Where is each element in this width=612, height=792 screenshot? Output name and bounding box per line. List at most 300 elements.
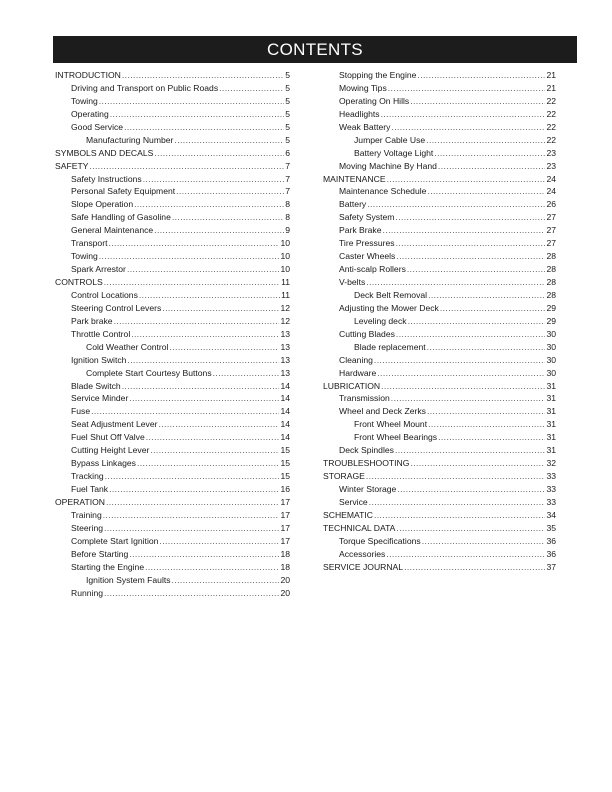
dot-leader (434, 148, 545, 158)
dot-leader (176, 186, 284, 196)
toc-entry-label: Steering Control Levers (71, 302, 162, 313)
dot-leader (104, 277, 280, 287)
toc-entry-page: 13 (280, 341, 290, 352)
toc-entry-label: Safety System (339, 212, 395, 223)
toc-entry-page: 21 (546, 82, 556, 93)
toc-entry-label: Operating (71, 108, 109, 119)
dot-leader (137, 458, 279, 468)
toc-entry-page: 14 (280, 419, 290, 430)
dot-leader (427, 342, 546, 352)
toc-entry[interactable] (323, 510, 556, 523)
toc-entry[interactable] (323, 497, 556, 510)
toc-entry-page: 18 (280, 561, 290, 572)
dot-leader (154, 225, 284, 235)
dot-leader (89, 161, 284, 171)
toc-entry-page: 36 (546, 548, 556, 559)
toc-entry[interactable] (323, 174, 556, 187)
toc-entry[interactable] (323, 109, 556, 122)
toc-entry-page: 11 (281, 289, 290, 300)
toc-entry-label: Manufacturing Number (86, 134, 174, 145)
toc-entry[interactable] (323, 381, 556, 394)
dot-leader (381, 109, 546, 119)
dot-leader (422, 536, 546, 546)
toc-entry-label: Park Brake (339, 225, 382, 236)
dot-leader (369, 497, 546, 507)
dot-leader (438, 161, 546, 171)
dot-leader (417, 70, 545, 80)
toc-entry-page: 31 (546, 445, 556, 456)
toc-entry-page: 31 (546, 419, 556, 430)
toc-entry[interactable] (55, 484, 290, 497)
toc-entry-label: Safety Instructions (71, 173, 142, 184)
toc-entry-label: V-belts (339, 277, 366, 287)
toc-entry-page: 20 (280, 587, 290, 598)
toc-entry[interactable] (55, 381, 290, 394)
toc-entry-page: 17 (280, 535, 290, 546)
toc-entry-label: Torque Specifications (339, 535, 421, 546)
dot-leader (407, 264, 546, 274)
dot-leader (396, 523, 545, 533)
contents-header (53, 36, 577, 63)
toc-entry-label: Hardware (339, 367, 377, 378)
toc-entry[interactable] (55, 277, 290, 290)
toc-entry-page: 14 (280, 393, 290, 404)
dot-leader (105, 471, 280, 481)
dot-leader (122, 381, 280, 391)
toc-entry[interactable] (323, 161, 556, 174)
dot-leader (146, 432, 280, 442)
dot-leader (377, 368, 545, 378)
toc-entry-page: 33 (546, 471, 556, 482)
toc-entry[interactable] (323, 484, 556, 497)
toc-entry[interactable] (55, 161, 290, 174)
toc-entry-page: 14 (280, 406, 290, 417)
toc-entry[interactable] (323, 355, 556, 368)
toc-entry-label: Moving Machine By Hand (339, 160, 437, 171)
toc-entry[interactable] (323, 277, 556, 290)
toc-entry-label: Complete Start Courtesy Buttons (86, 367, 212, 378)
toc-entry-page: 9 (285, 225, 290, 236)
toc-entry[interactable] (323, 406, 556, 419)
dot-leader (127, 264, 280, 274)
toc-entry[interactable] (55, 355, 290, 368)
toc-entry[interactable] (55, 174, 290, 187)
toc-entry-label: Front Wheel Mount (354, 419, 428, 430)
toc-entry[interactable] (323, 329, 556, 342)
toc-entry[interactable] (55, 445, 290, 458)
toc-entry-label: Steering (71, 522, 104, 533)
dot-leader (145, 562, 279, 572)
toc-entry[interactable] (55, 588, 290, 601)
dot-leader (108, 238, 279, 248)
toc-entry[interactable] (323, 471, 556, 484)
dot-leader (391, 393, 546, 403)
toc-entry[interactable] (55, 316, 290, 329)
toc-entry-label: Tire Pressures (339, 238, 395, 249)
toc-entry-label: Deck Spindles (339, 445, 394, 456)
toc-entry-page: 7 (285, 173, 290, 184)
toc-entry[interactable] (55, 510, 290, 523)
toc-entry[interactable] (323, 135, 556, 148)
toc-entry-page: 20 (280, 574, 290, 585)
toc-entry-page: 16 (280, 484, 290, 494)
toc-entry[interactable] (55, 212, 290, 225)
dot-leader (124, 122, 284, 132)
toc-entry[interactable] (323, 83, 556, 96)
dot-leader (396, 238, 546, 248)
toc-entry[interactable] (323, 148, 556, 161)
toc-entry-label: Cold Weather Control (86, 341, 169, 352)
toc-entry-label: Accessories (339, 548, 386, 559)
toc-entry[interactable] (55, 148, 290, 161)
dot-leader (410, 458, 545, 468)
toc-entry-page: 28 (546, 251, 556, 262)
toc-entry-page: 15 (280, 445, 290, 456)
toc-entry-page: 30 (546, 328, 556, 339)
toc-entry[interactable] (55, 471, 290, 484)
toc-entry-page: 13 (280, 328, 290, 339)
toc-entry-label: Towing (71, 251, 98, 262)
dot-leader (159, 536, 279, 546)
toc-entry[interactable] (323, 303, 556, 316)
toc-entry-page: 32 (546, 458, 556, 469)
dot-leader (367, 199, 545, 209)
dot-leader (404, 562, 545, 572)
dot-leader (438, 432, 545, 442)
toc-entry-label: Personal Safety Equipment (71, 186, 176, 197)
toc-entry-label: Service Minder (71, 393, 129, 404)
toc-entry-label: Cutting Height Lever (71, 445, 150, 456)
toc-entry-page: 17 (280, 509, 290, 520)
dot-leader (91, 406, 279, 416)
toc-entry-label: Mowing Tips (339, 82, 387, 93)
toc-entry-page: 31 (546, 393, 556, 404)
dot-leader (174, 135, 284, 145)
toc-entry-label: Weak Battery (339, 121, 391, 132)
toc-entry-page: 5 (285, 70, 290, 80)
toc-entry[interactable] (323, 562, 556, 575)
toc-entry-label: Caster Wheels (339, 251, 396, 262)
toc-entry-page: 29 (546, 302, 556, 313)
toc-entry-label: CONTROLS (55, 277, 103, 287)
toc-entry[interactable] (55, 575, 290, 588)
toc-entry-label: Ignition Switch (71, 354, 127, 365)
toc-entry[interactable] (55, 549, 290, 562)
toc-entry-label: SAFETY (55, 160, 89, 171)
toc-entry-page: 23 (546, 147, 556, 158)
toc-entry[interactable] (55, 135, 290, 148)
toc-entry-label: Transmission (339, 393, 390, 404)
toc-entry-page: 17 (280, 496, 290, 507)
dot-leader (391, 122, 545, 132)
toc-entry-page: 22 (546, 134, 556, 145)
dot-leader (143, 174, 285, 184)
toc-entry[interactable] (55, 70, 290, 83)
dot-leader (395, 212, 545, 222)
dot-leader (381, 381, 545, 391)
toc-entry[interactable] (323, 393, 556, 406)
toc-entry[interactable] (323, 186, 556, 199)
dot-leader (129, 549, 279, 559)
toc-entry-page: 30 (546, 354, 556, 365)
toc-entry-page: 8 (285, 212, 290, 223)
toc-entry[interactable] (323, 458, 556, 471)
toc-entry[interactable] (55, 393, 290, 406)
toc-entry-page: 22 (546, 121, 556, 132)
toc-entry-label: Before Starting (71, 548, 129, 559)
toc-entry[interactable] (55, 290, 290, 303)
toc-entry-page: 30 (546, 341, 556, 352)
toc-entry[interactable] (55, 109, 290, 122)
toc-entry-page: 5 (285, 82, 290, 93)
toc-entry-label: Cutting Blades (339, 328, 395, 339)
toc-entry[interactable] (55, 419, 290, 432)
dot-leader (114, 316, 280, 326)
toc-entry-label: Jumper Cable Use (354, 134, 426, 145)
toc-entry-label: Leveling deck (354, 315, 407, 326)
dot-leader (158, 419, 279, 429)
toc-entry-page: 21 (546, 70, 556, 80)
toc-entry[interactable] (323, 549, 556, 562)
toc-entry-label: Park brake (71, 315, 113, 326)
toc-entry-label: Driving and Transport on Public Roads (71, 82, 219, 93)
toc-entry-label: Complete Start Ignition (71, 535, 159, 546)
toc-entry-label: Safe Handling of Gasoline (71, 212, 171, 223)
toc-entry-page: 33 (546, 484, 556, 494)
toc-entry-label: Cleaning (339, 354, 373, 365)
dot-leader (213, 368, 280, 378)
toc-entry-label: Deck Belt Removal (354, 289, 428, 300)
dot-leader (106, 497, 279, 507)
toc-entry-page: 7 (285, 186, 290, 197)
toc-entry-label: LUBRICATION (323, 380, 381, 391)
toc-entry-page: 14 (280, 380, 290, 391)
toc-entry[interactable] (55, 238, 290, 251)
toc-entry-page: 27 (546, 212, 556, 223)
toc-entry-label: Fuel Shut Off Valve (71, 432, 145, 443)
toc-entry-label: Good Service (71, 121, 124, 132)
toc-entry[interactable] (55, 264, 290, 277)
toc-entry-page: 37 (546, 561, 556, 572)
page-title: CONTENTS (267, 39, 363, 59)
toc-entry[interactable] (323, 445, 556, 458)
dot-leader (397, 484, 545, 494)
toc-entry[interactable] (55, 225, 290, 238)
dot-leader (428, 419, 545, 429)
toc-entry-label: Towing (71, 95, 98, 106)
toc-left-column (55, 70, 290, 600)
toc-entry[interactable] (323, 212, 556, 225)
dot-leader (104, 523, 279, 533)
dot-leader (388, 83, 546, 93)
toc-entry-label: Winter Storage (339, 484, 397, 494)
toc-entry-page: 10 (280, 238, 290, 249)
toc-entry-label: Blade Switch (71, 380, 121, 391)
toc-entry-page: 31 (546, 432, 556, 443)
toc-entry[interactable] (55, 251, 290, 264)
toc-entry-label: Stopping the Engine (339, 70, 417, 80)
dot-leader (162, 303, 279, 313)
toc-entry[interactable] (55, 536, 290, 549)
toc-entry-label: Running (71, 587, 104, 598)
toc-entry-label: Battery Voltage Light (354, 147, 434, 158)
toc-entry[interactable] (55, 497, 290, 510)
toc-entry-label: Bypass Linkages (71, 458, 136, 469)
toc-entry-label: SYMBOLS AND DECALS (55, 147, 154, 158)
toc-entry[interactable] (323, 251, 556, 264)
toc-entry[interactable] (55, 523, 290, 536)
toc-entry[interactable] (55, 122, 290, 135)
toc-entry[interactable] (323, 536, 556, 549)
toc-entry-label: TROUBLESHOOTING (323, 458, 410, 469)
toc-entry-page: 13 (280, 354, 290, 365)
toc-entry-page: 14 (280, 432, 290, 443)
toc-entry-page: 8 (285, 199, 290, 210)
dot-leader (131, 329, 279, 339)
dot-leader (426, 135, 545, 145)
toc-entry-label: Service (339, 496, 368, 507)
toc-entry[interactable] (323, 432, 556, 445)
toc-entry-page: 5 (285, 134, 290, 145)
toc-entry[interactable] (323, 96, 556, 109)
toc-entry-label: Transport (71, 238, 108, 249)
toc-entry-label: Seat Adjustment Lever (71, 419, 158, 430)
toc-entry-page: 10 (280, 251, 290, 262)
dot-leader (127, 355, 279, 365)
toc-entry-page: 31 (546, 406, 556, 417)
toc-entry-label: OPERATION (55, 496, 105, 507)
toc-entry[interactable] (323, 264, 556, 277)
toc-entry-page: 5 (285, 108, 290, 119)
toc-entry-page: 15 (280, 458, 290, 469)
dot-leader (427, 186, 545, 196)
toc-entry-page: 30 (546, 367, 556, 378)
dot-leader (374, 355, 546, 365)
toc-entry-page: 7 (285, 160, 290, 171)
dot-leader (374, 510, 545, 520)
toc-entry-page: 18 (280, 548, 290, 559)
toc-entry-page: 5 (285, 121, 290, 132)
dot-leader (169, 342, 279, 352)
dot-leader (150, 445, 279, 455)
dot-leader (408, 316, 546, 326)
toc-right-column (323, 70, 556, 575)
dot-leader (103, 510, 280, 520)
toc-entry-label: Battery (339, 199, 367, 210)
toc-entry-label: Training (71, 509, 102, 520)
toc-entry-label: Fuel Tank (71, 484, 109, 494)
toc-entry[interactable] (55, 303, 290, 316)
dot-leader (440, 303, 546, 313)
toc-entry[interactable] (323, 523, 556, 536)
toc-entry-page: 5 (285, 95, 290, 106)
dot-leader (110, 109, 284, 119)
dot-leader (154, 148, 284, 158)
toc-entry-label: Control Locations (71, 289, 138, 300)
toc-entry[interactable] (323, 419, 556, 432)
toc-entry[interactable] (323, 342, 556, 355)
dot-leader (386, 549, 545, 559)
toc-entry-page: 28 (546, 289, 556, 300)
toc-entry-label: INTRODUCTION (55, 70, 121, 80)
toc-entry-label: Wheel and Deck Zerks (339, 406, 426, 417)
toc-entry[interactable] (55, 96, 290, 109)
toc-entry[interactable] (55, 83, 290, 96)
toc-entry[interactable] (323, 199, 556, 212)
toc-entry[interactable] (55, 432, 290, 445)
dot-leader (219, 83, 284, 93)
toc-entry-page: 27 (546, 225, 556, 236)
toc-entry-label: SCHEMATIC (323, 509, 373, 520)
toc-entry-page: 28 (546, 277, 556, 287)
toc-entry-label: Adjusting the Mower Deck (339, 302, 439, 313)
toc-entry-page: 28 (546, 264, 556, 275)
toc-entry-label: Operating On Hills (339, 95, 410, 106)
toc-entry-page: 35 (546, 522, 556, 533)
toc-entry[interactable] (55, 342, 290, 355)
toc-entry-page: 29 (546, 315, 556, 326)
toc-entry[interactable] (323, 238, 556, 251)
toc-entry[interactable] (323, 122, 556, 135)
toc-entry-page: 23 (546, 160, 556, 171)
toc-entry-label: TECHNICAL DATA (323, 522, 396, 533)
toc-entry[interactable] (55, 368, 290, 381)
dot-leader (172, 575, 280, 585)
toc-entry-label: Blade replacement (354, 341, 426, 352)
toc-entry-label: Slope Operation (71, 199, 134, 210)
toc-entry-page: 24 (546, 173, 556, 184)
dot-leader (427, 406, 546, 416)
dot-leader (410, 96, 545, 106)
toc-entry[interactable] (323, 225, 556, 238)
toc-entry[interactable] (55, 329, 290, 342)
toc-entry-page: 36 (546, 535, 556, 546)
toc-entry-label: Front Wheel Bearings (354, 432, 438, 443)
toc-entry[interactable] (323, 368, 556, 381)
toc-entry[interactable] (323, 70, 556, 83)
toc-entry-label: SERVICE JOURNAL (323, 561, 404, 572)
toc-entry-page: 10 (280, 264, 290, 275)
toc-entry-label: Anti-scalp Rollers (339, 264, 406, 275)
toc-entry-page: 13 (280, 367, 290, 378)
toc-entry[interactable] (55, 406, 290, 419)
toc-entry-label: Fuse (71, 406, 91, 417)
dot-leader (122, 70, 284, 80)
toc-entry[interactable] (55, 562, 290, 575)
toc-entry-label: MAINTENANCE (323, 173, 386, 184)
toc-entry-page: 22 (546, 108, 556, 119)
dot-leader (104, 588, 279, 598)
toc-entry-page: 15 (280, 471, 290, 482)
dot-leader (366, 277, 545, 287)
dot-leader (395, 445, 546, 455)
toc-entry[interactable] (55, 199, 290, 212)
toc-entry[interactable] (55, 186, 290, 199)
dot-leader (109, 484, 279, 494)
toc-entry-page: 26 (546, 199, 556, 210)
toc-entry-page: 24 (546, 186, 556, 197)
toc-entry[interactable] (323, 316, 556, 329)
dot-leader (99, 96, 284, 106)
toc-entry-label: General Maintenance (71, 225, 154, 236)
toc-entry-label: STORAGE (323, 471, 365, 482)
toc-entry-label: Starting the Engine (71, 561, 145, 572)
toc-entry-label: Headlights (339, 108, 380, 119)
toc-entry[interactable] (323, 290, 556, 303)
toc-entry[interactable] (55, 458, 290, 471)
dot-leader (129, 393, 279, 403)
toc-entry-label: Ignition System Faults (86, 574, 171, 585)
